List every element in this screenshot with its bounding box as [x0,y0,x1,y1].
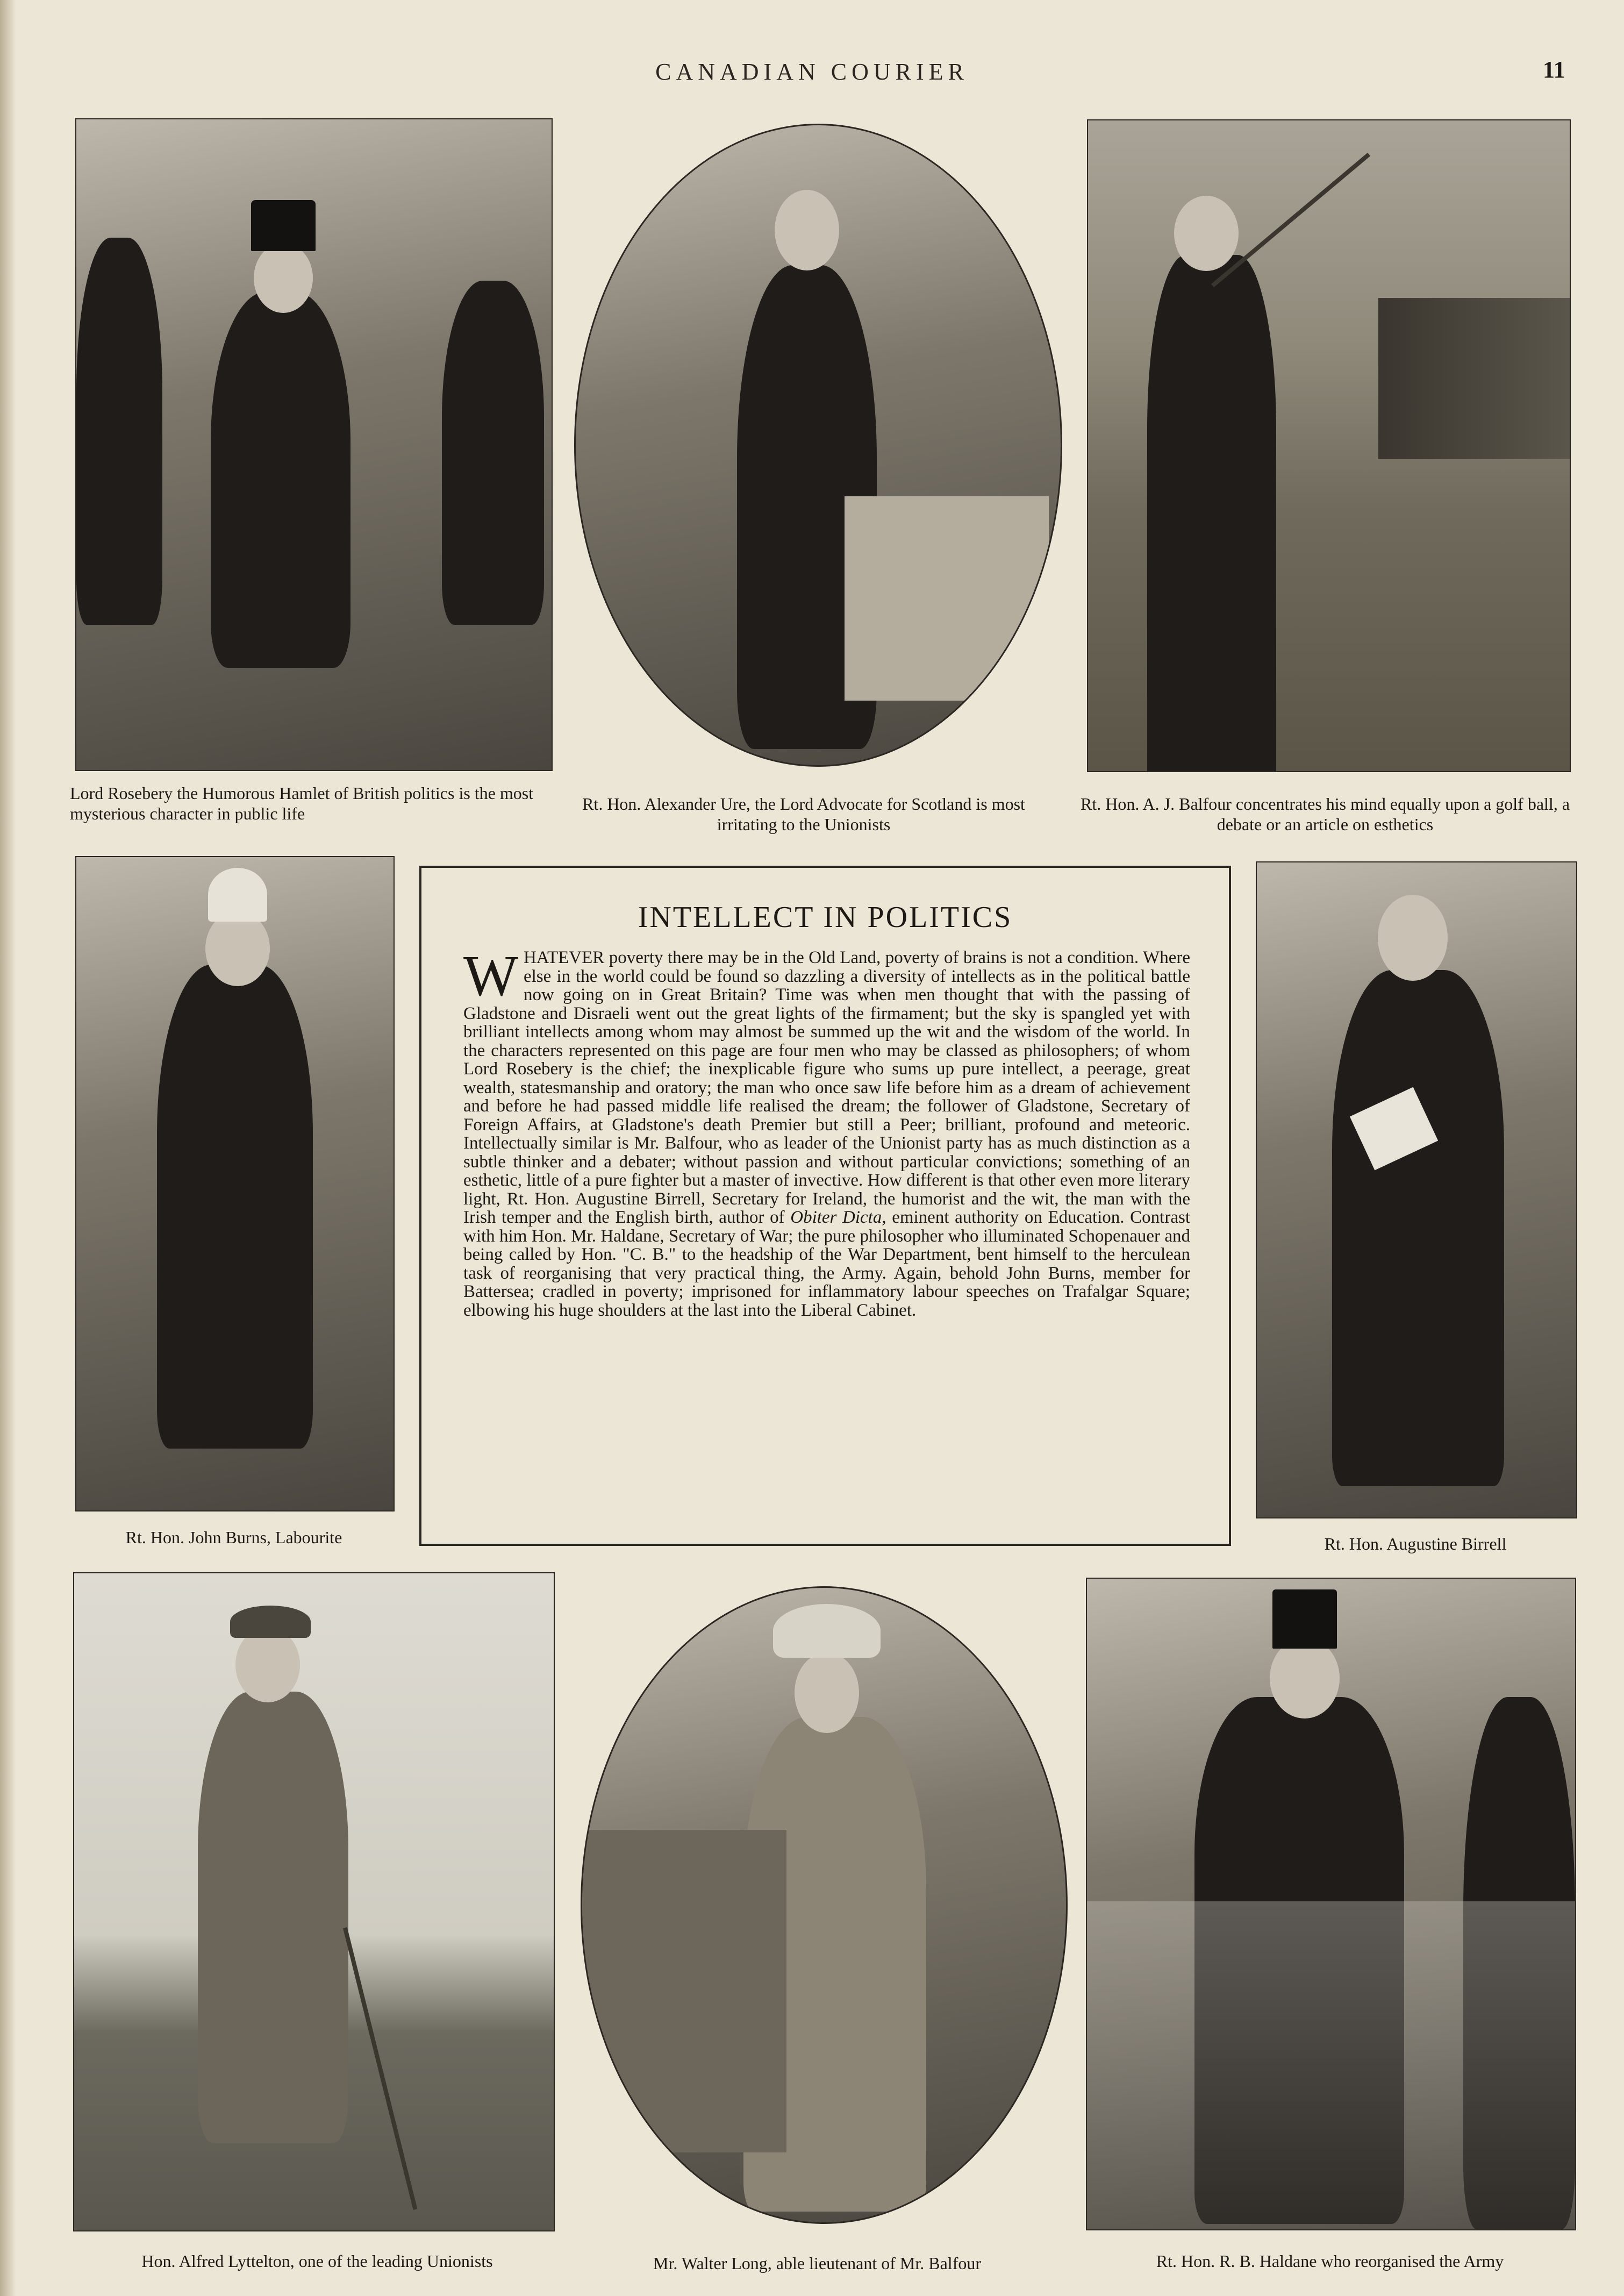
photo-alfred-lyttelton [73,1572,555,2231]
caption-balfour: Rt. Hon. A. J. Balfour concentrates his mind equally upon a golf ball, a debate or an article on esthetics [1080,794,1570,834]
caption-birrell: Rt. Hon. Augustine Birrell [1324,1534,1507,1553]
article-text-italic: Obiter Dicta, [790,1208,886,1227]
photo-r-b-haldane [1086,1578,1576,2230]
photo-augustine-birrell [1256,861,1577,1518]
article-title: INTELLECT IN POLITICS [638,901,1013,934]
article-intellect-in-politics [419,866,1231,1546]
publication-title: CANADIAN COURIER [655,59,969,85]
caption-ure: Rt. Hon. Alexander Ure, the Lord Advocate for Scotland is most irritating to the Unionists [582,794,1025,834]
caption-haldane: Rt. Hon. R. B. Haldane who reorganised the Army [1156,2251,1504,2271]
photo-lord-rosebery [75,118,553,771]
article-text-part-1: HATEVER poverty there may be in the Old Land, poverty of brains is not a condition. Where else in the world could be found so dazzling a diversity of intellects as in the political battle now going on in Great Britain? Time was when men thought that with the passing of Gladstone and Disraeli went out the great lights of the firmament; but the sky is spangled yet with brilliant intellects among whom may almost be summed up the wit and the wisdom of the world. In the characters represented on this page are four men who may be classed as philosophers; of whom Lord Rosebery is the chief; the inexplicable figure who sums up pure intellect, a peerage, great wealth, statesmanship and oratory; the man who once saw life before him as a dream of achievement and before he had passed middle life realised the dream; the follower of Gladstone, Secretary of Foreign Affairs, at Gladstone's death Premier but still a Peer; brilliant, profound and meteoric. Intellectually similar is Mr. Balfour, who as leader of the Unionist party has as much distinction as a subtle thinker and a debater; without passion and without particular convictions; something of an esthetic, little of a pure fighter but a master of invective. How different is that other even more literary light, Rt. Hon. Augustine Birrell, Secretary for Ireland, the humorist and the wit, the man with the Irish temper and the English birth, author of [463,948,1190,1227]
article-body [463,944,1190,1320]
photo-walter-long [581,1586,1068,2224]
photo-alexander-ure [574,124,1062,767]
page-number: 11 [1543,56,1565,83]
photo-john-burns [75,856,395,1511]
article-dropcap: W [463,944,518,1008]
caption-burns: Rt. Hon. John Burns, Labourite [125,1528,342,1547]
caption-lyttelton: Hon. Alfred Lyttelton, one of the leading Unionists [141,2251,493,2271]
article-text-part-2: eminent authority on Education. Contrast with him Hon. Mr. Haldane, Secretary of War; the pure philosopher who illuminated Schopenauer and being called by Hon. "C. B." to the headship of the War Department, bent himself to the herculean task of reorganising that very practical thing, the Army. Again, behold John Burns, member for Battersea; cradled in poverty; imprisoned for inflammatory labour speeches on Trafalgar Square; elbowing his huge shoulders at the last into the Liberal Cabinet. [463,1208,1190,1320]
photo-a-j-balfour [1087,119,1571,772]
caption-long: Mr. Walter Long, able lieutenant of Mr. Balfour [653,2254,981,2273]
caption-rosebery: Lord Rosebery the Humorous Hamlet of British politics is the most mysterious character in public life [70,783,534,823]
page-binding-edge [0,0,16,2296]
